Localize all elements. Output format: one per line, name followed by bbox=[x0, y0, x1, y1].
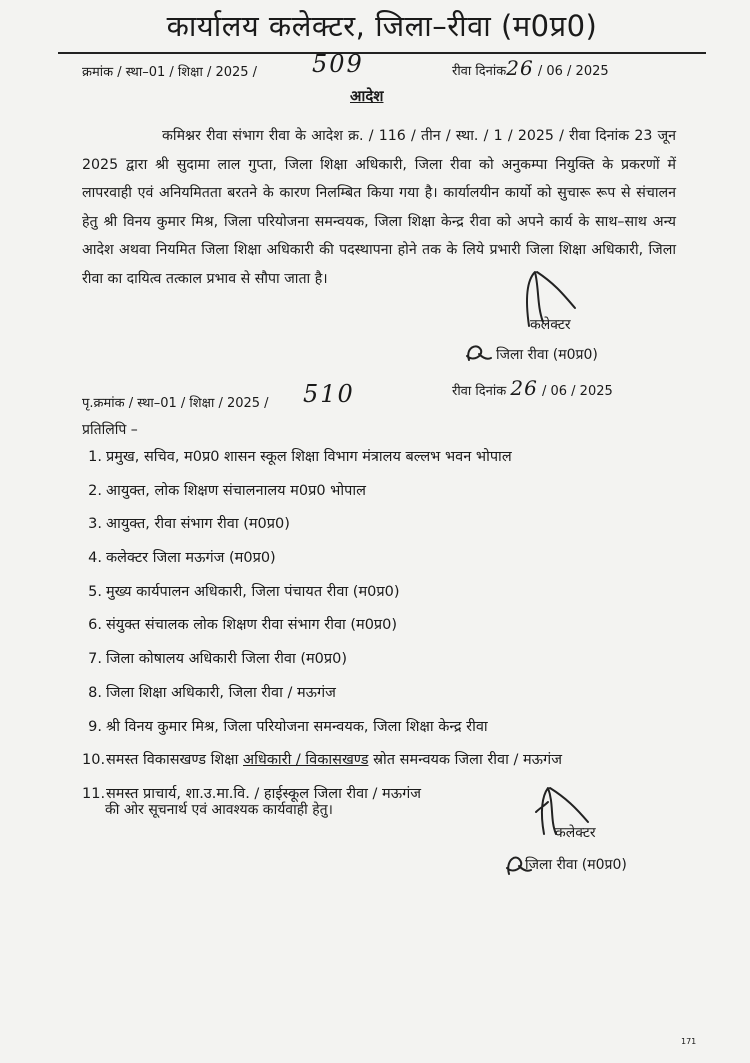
copy-to-item: 10.समस्त विकासखण्ड शिक्षा अधिकारी / विकासखण्ड स्रोत समन्वयक जिला रीवा / मऊगंज bbox=[82, 752, 562, 769]
page-number: 171 bbox=[681, 1037, 697, 1046]
signature-2-designation: कलेक्टर bbox=[555, 825, 596, 841]
copy-to-item: 3. आयुक्त, रीवा संभाग रीवा (म0प्र0) bbox=[88, 516, 290, 533]
copy-to-item: 7. जिला कोषालय अधिकारी जिला रीवा (म0प्र0) bbox=[88, 651, 348, 668]
copy-to-item: 6. संयुक्त संचालक लोक शिक्षण रीवा संभाग रीवा (म0प्र0) bbox=[88, 617, 398, 634]
copy-to-item: 11.समस्त प्राचार्य, शा.उ.मा.वि. / हाईस्कूल जिला रीवा / मऊगंज bbox=[82, 785, 422, 802]
underlined-text: अधिकारी / विकासखण्ड bbox=[243, 752, 369, 769]
copy-to-item: 2. आयुक्त, लोक शिक्षण संचालनालय म0प्र0 भोपाल bbox=[88, 482, 366, 499]
order-number-handwritten: 509 bbox=[312, 50, 364, 78]
order-body: कमिश्नर रीवा संभाग रीवा के आदेश क्र. / 116 / तीन / स्था. / 1 / 2025 / रीवा दिनांक 23 जून 2025 द्वारा श्री सुदामा लाल गुप्ता, जिला शिक्षा अधिकारी, जिला रीवा को अनुकम्पा नियुक्ति के प्रकरणों में लापरवाही एवं अनियमितता बरतने के कारण निलम्बित किया गया है। कार्यालयीन कार्यो को सुचारू रूप से संचालन हेतु श्री विनय कुमार मिश्र, जिला परियोजना समन्वयक, जिला शिक्षा केन्द्र रीवा को अपने कार्य के साथ–साथ अन्य आदेश अथवा नियमित जिला शिक्षा अधिकारी की पदस्थापना होने तक के लिये प्रभारी जिला शिक्षा अधिकारी, जिला रीवा का दायित्व तत्काल प्रभाव से सौपा जाता है। bbox=[82, 128, 676, 287]
office-header-title: कार्यालय कलेक्टर, जिला–रीवा (म0प्र0) bbox=[58, 4, 706, 54]
signature-2-district: जिला रीवा (म0प्र0) bbox=[525, 857, 627, 873]
endorsement-date-label: रीवा दिनांक bbox=[452, 384, 507, 399]
order-date-suffix: / 06 / 2025 bbox=[537, 64, 609, 79]
order-date-label: रीवा दिनांक bbox=[452, 64, 507, 79]
copy-to-label: प्रतिलिपि – bbox=[82, 422, 138, 438]
order-reference bbox=[82, 62, 257, 80]
order-date bbox=[452, 56, 609, 80]
order-title: आदेश bbox=[350, 87, 384, 105]
copy-to-list bbox=[82, 446, 702, 817]
copy-to-closing: की ओर सूचनार्थ एवं आवश्यक कार्यवाही हेतु। bbox=[105, 802, 333, 818]
endorsement-number-handwritten: 510 bbox=[303, 380, 355, 408]
endorsement-date-handwritten: 26 bbox=[510, 376, 538, 400]
signature-1-district: जिला रीवा (म0प्र0) bbox=[496, 347, 598, 363]
copy-to-item: 4. कलेक्टर जिला मऊगंज (म0प्र0) bbox=[88, 550, 276, 567]
copy-to-item: 8. जिला शिक्षा अधिकारी, जिला रीवा / मऊगंज bbox=[88, 684, 336, 701]
signature-1-designation: कलेक्टर bbox=[530, 317, 571, 333]
endorsement-ref-prefix: पृ.क्रमांक / स्था–01 / शिक्षा / 2025 / bbox=[82, 396, 269, 411]
copy-to-item: 1. प्रमुख, सचिव, म0प्र0 शासन स्कूल शिक्षा विभाग मंत्रालय बल्लभ भवन भोपाल bbox=[88, 449, 512, 465]
endorsement-date bbox=[452, 376, 613, 400]
signature-1-initial bbox=[463, 340, 493, 366]
endorsement-date-suffix: / 06 / 2025 bbox=[541, 384, 613, 399]
copy-to-item: 9. श्री विनय कुमार मिश्र, जिला परियोजना समन्वयक, जिला शिक्षा केन्द्र रीवा bbox=[88, 718, 488, 735]
copy-to-item: 5. मुख्य कार्यपालन अधिकारी, जिला पंचायत रीवा (म0प्र0) bbox=[88, 583, 400, 600]
order-date-handwritten: 26 bbox=[506, 56, 534, 80]
order-ref-prefix: क्रमांक / स्था–01 / शिक्षा / 2025 / bbox=[82, 65, 258, 80]
